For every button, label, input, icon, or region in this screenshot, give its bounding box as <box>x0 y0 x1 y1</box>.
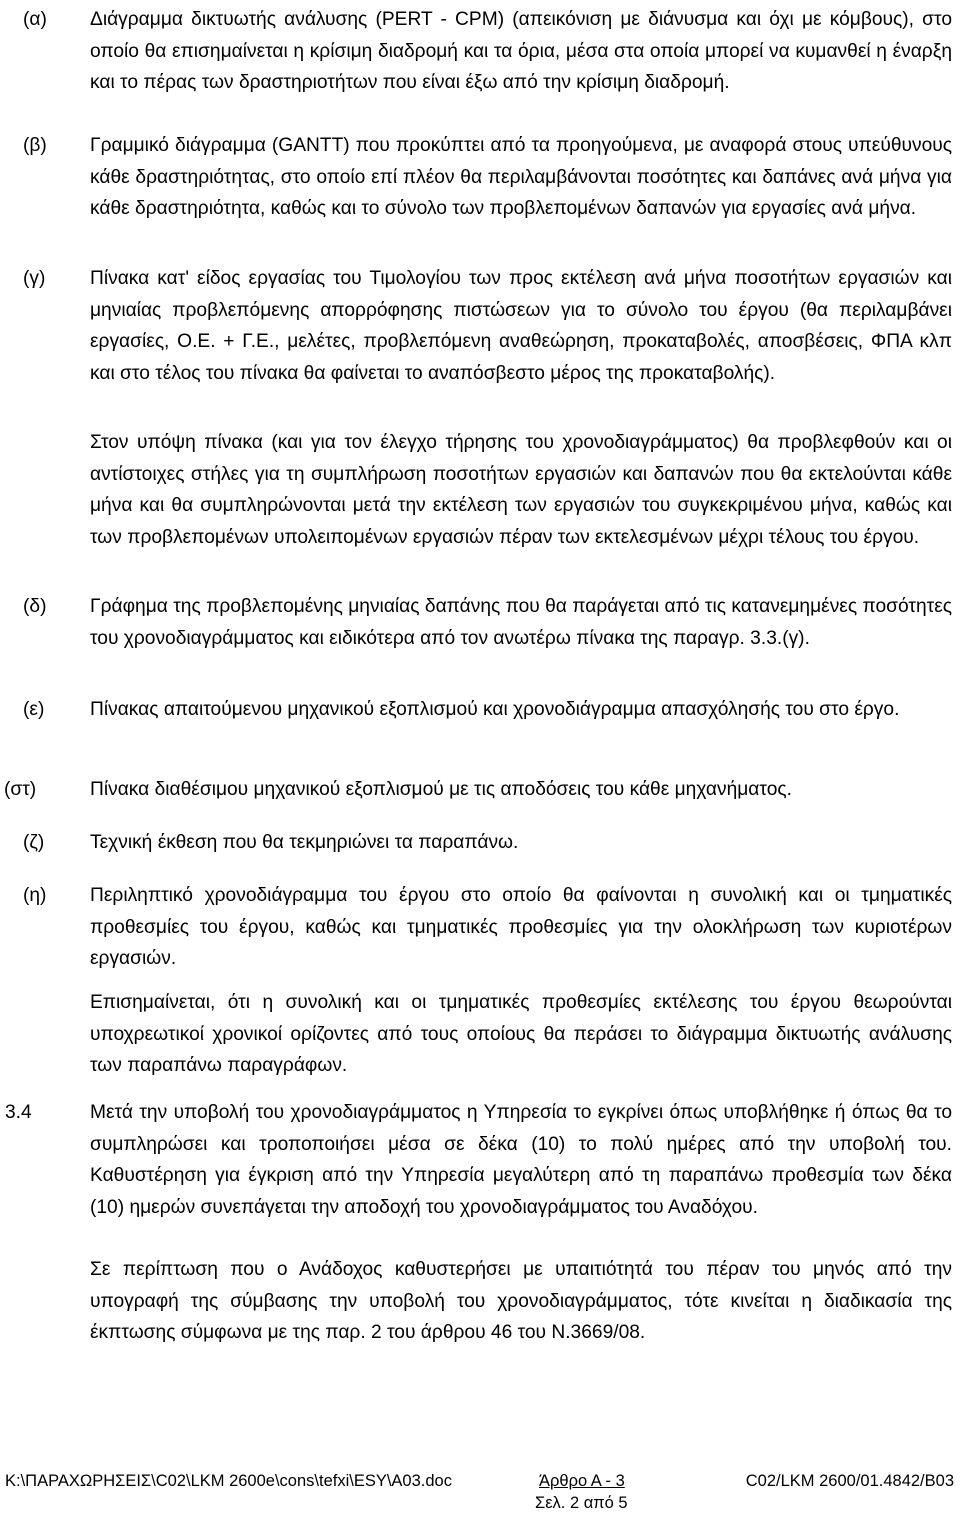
deadlines-remark-paragraph: Επισημαίνεται, ότι η συνολική και οι τμηματικές προθεσμίες εκτέλεσης του έργου θεωρούνται υποχρεωτικοί χρονικοί ορίζοντες από τους οποίους θα περάσει το διάγραμμα δικτυωτής ανάλυσης των παραπάνω παραγράφων. <box>90 992 952 1076</box>
item-label: (δ) <box>23 596 47 617</box>
item-text: Γραμμικό διάγραμμα (GANTT) που προκύπτει από τα προηγούμενα, με αναφορά στους υπεύθυνους κάθε δραστηριότητας, στο οποίο επί πλέον θα περιλαμβάνονται ποσότητες και δαπάνες ανά μήνα για κάθε δραστηριότητα, καθώς και το σύνολο των προβλεπομένων δαπανών για εργασίες ανά μήνα. <box>90 135 952 219</box>
section-paragraph-2: Σε περίπτωση που ο Ανάδοχος καθυστερήσει με υπαιτιότητά του πέραν του μηνός από την υπογραφή της σύμβασης την υποβολή του χρονοδιαγράμματος, τότε κινείται η διαδικασία της έκπτωσης σύμφωνα με της παρ. 2 του άρθρου 46 του Ν.3669/08. <box>90 1259 952 1343</box>
item-text: Πίνακα διαθέσιμου μηχανικού εξοπλισμού με τις αποδόσεις του κάθε μηχανήματος. <box>90 779 792 800</box>
footer-article: Άρθρο Α - 3 <box>539 1472 625 1490</box>
item-label: (η) <box>23 885 47 906</box>
item-label: (ζ) <box>23 832 45 853</box>
footer-document-code: C02/LKM 2600/01.4842/B03 <box>745 1472 954 1490</box>
item-text: Πίνακας απαιτούμενου μηχανικού εξοπλισμού και χρονοδιάγραμμα απασχόλησής του στο έργο. <box>90 699 900 720</box>
item-label: (β) <box>23 135 47 156</box>
table-note-paragraph: Στον υπόψη πίνακα (και για τον έλεγχο τήρησης του χρονοδιαγράμματος) θα προβλεφθούν και οι αντίστοιχες στήλες για τη συμπλήρωση ποσοτήτων εργασιών και δαπανών που θα εκτελούνται κάθε μήνα και θα συμπληρώνονται μετά την εκτέλεση των εργασιών του συγκεκριμένου μήνα, καθώς και των προβλεπομένων υπολειπομένων εργασιών πέραν των εκτελεσμένων μέχρι τέλους του έργου. <box>90 432 952 548</box>
item-text: Τεχνική έκθεση που θα τεκμηριώνει τα παραπάνω. <box>90 832 519 853</box>
item-text: Διάγραμμα δικτυωτής ανάλυσης (PERT - CPM) (απεικόνιση με διάνυσμα και όχι με κόμβους), στο οποίο θα επισημαίνεται η κρίσιμη διαδρομή και τα όρια, μέσα στα οποία μπορεί να κυμανθεί η έναρξη και το πέρας των δραστηριοτήτων που είναι έξω από την κρίσιμη διαδρομή. <box>90 9 952 93</box>
item-label: (στ) <box>4 779 37 800</box>
section-paragraph-1: Μετά την υποβολή του χρονοδιαγράμματος η Υπηρεσία το εγκρίνει όπως υποβλήθηκε ή όπως θα το συμπληρώσει και τροποποιήσει μέσα σε δέκα (10) το πολύ ημέρες από την υποβολή του. Καθυστέρηση για έγκριση από την Υπηρεσία μεγαλύτερη από τη παραπάνω προθεσμία των δέκα (10) ημερών συνεπάγεται την αποδοχή του χρονοδιαγράμματος του Αναδόχου. <box>90 1102 952 1218</box>
item-text: Πίνακα κατ' είδος εργασίας του Τιμολογίου των προς εκτέλεση ανά μήνα ποσοτήτων εργασιών και μηνιαίας προβλεπόμενης απορρόφησης πιστώσεων για το σύνολο του έργου (θα περιλαμβάνει εργασίες, Ο.Ε. + Γ.Ε., μελέτες, προβλεπόμενη αναθεώρηση, προκαταβολές, αποσβέσεις, ΦΠΑ κλπ και στο τέλος του πίνακα θα φαίνεται το αναπόσβεστο μέρος της προκαταβολής). <box>90 268 952 384</box>
item-text: Γράφημα της προβλεπομένης μηνιαίας δαπάνης που θα παράγεται από τις κατανεμημένες ποσότητες του χρονοδιαγράμματος και ειδικότερα από τον ανωτέρω πίνακα της παραγρ. 3.3.(γ). <box>90 596 952 649</box>
section-number: 3.4 <box>5 1102 32 1123</box>
item-text: Περιληπτικό χρονοδιάγραμμα του έργου στο οποίο θα φαίνονται η συνολική και οι τμηματικές προθεσμίες του έργου, καθώς και τμηματικές προθεσμίες για την ολοκλήρωση των κυριοτέρων εργασιών. <box>90 885 952 969</box>
footer-file-path: K:\ΠΑΡΑΧΩΡΗΣΕΙΣ\C02\LKM 2600e\cons\tefxi\ESY\A03.doc <box>5 1472 452 1490</box>
footer-page-number: Σελ. 2 από 5 <box>535 1494 628 1512</box>
item-label: (γ) <box>23 268 46 289</box>
item-label: (α) <box>23 9 47 30</box>
item-label: (ε) <box>23 699 45 720</box>
